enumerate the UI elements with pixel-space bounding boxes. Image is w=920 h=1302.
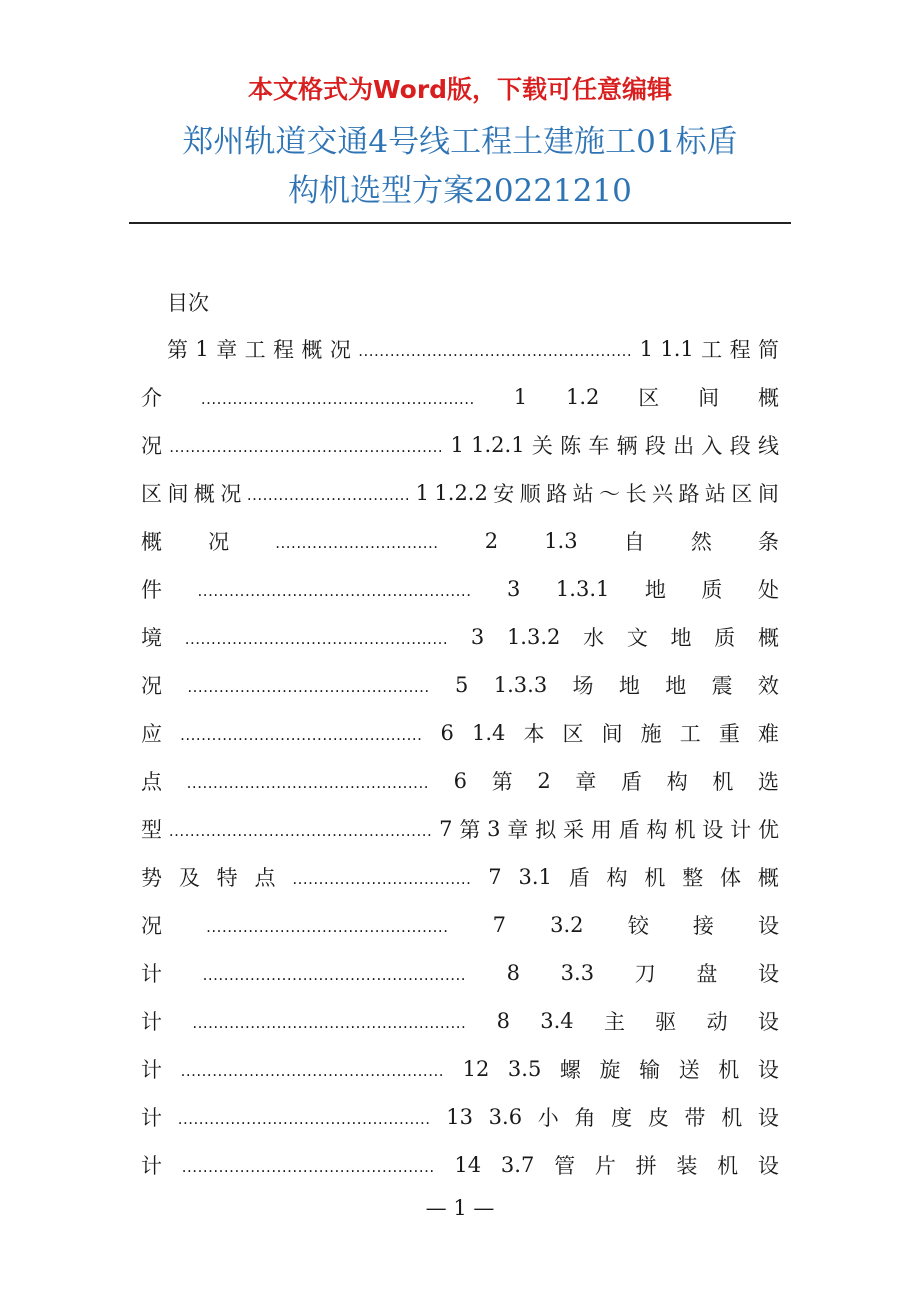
toc-text-segment: 第 <box>491 770 513 794</box>
toc-text-segment: 3.5 <box>507 1057 542 1081</box>
toc-text-segment: 盾 <box>621 770 643 794</box>
toc-text-segment: 1.2.1 <box>471 433 525 457</box>
toc-text-segment: 难 <box>757 722 779 746</box>
toc-text-segment: 3.4 <box>540 1009 574 1033</box>
toc-line <box>141 526 779 556</box>
toc-text-segment: 境 <box>141 626 162 650</box>
toc-text-segment: 站 <box>572 482 594 506</box>
toc-text-segment: 机 <box>712 770 734 794</box>
toc-text-segment: 3.3 <box>560 961 595 985</box>
toc-text-segment: 13 <box>446 1105 473 1129</box>
toc-leader: ............................... <box>246 486 411 504</box>
toc-line <box>167 334 779 364</box>
toc-text-segment: 计 <box>141 1010 162 1034</box>
toc-leader: .................................................. <box>202 966 467 984</box>
toc-leader: .................................. <box>292 870 472 888</box>
toc-text-segment: 兴 <box>652 482 674 506</box>
toc-text-segment: 送 <box>678 1058 700 1082</box>
toc-text-segment: 角 <box>574 1106 596 1130</box>
toc-text-segment: 采 <box>563 818 585 842</box>
toc-line <box>141 622 779 652</box>
toc-text-segment: 螺 <box>559 1058 581 1082</box>
toc-line <box>141 574 779 604</box>
title-line-2: 构机选型方案20221210 <box>288 173 632 209</box>
toc-text-segment: 1.3 <box>544 529 578 553</box>
toc-text-segment: 体 <box>720 866 742 890</box>
toc-text-segment: 间 <box>698 386 720 410</box>
toc-text-segment: 地 <box>618 674 640 698</box>
toc-text-segment: 工 <box>244 338 266 362</box>
toc-text-segment: 3.1 <box>518 865 552 889</box>
toc-text-segment: 段 <box>644 434 666 458</box>
toc-leader: .............................................. <box>187 678 430 696</box>
toc-text-segment: 带 <box>684 1106 706 1130</box>
toc-text-segment: 区 <box>562 722 584 746</box>
toc-text-segment: 路 <box>678 482 700 506</box>
toc-text-segment: 构 <box>606 866 628 890</box>
toc-text-segment: 段 <box>729 434 751 458</box>
toc-text-segment: 片 <box>594 1154 616 1178</box>
toc-line <box>141 670 779 700</box>
toc-text-segment: 自 <box>623 530 645 554</box>
toc-text-segment: 水 <box>583 626 605 650</box>
document-title <box>0 118 920 216</box>
toc-line <box>141 1150 779 1180</box>
toc-text-segment: 优 <box>757 818 779 842</box>
toc-text-segment: 介 <box>141 386 162 410</box>
toc-text-segment: 重 <box>718 722 740 746</box>
toc-text-segment: 3 <box>487 817 501 841</box>
toc-text-segment: 机 <box>718 1058 740 1082</box>
toc-line <box>141 718 779 748</box>
toc-text-segment: 1.3.2 <box>506 625 561 649</box>
toc-text-segment: 设 <box>757 1154 779 1178</box>
toc-text-segment: 刀 <box>634 962 656 986</box>
toc-text-segment: 动 <box>706 1010 728 1034</box>
toc-text-segment: 管 <box>554 1154 576 1178</box>
toc-text-segment: 概 <box>141 530 162 554</box>
toc-text-segment: 况 <box>141 434 162 458</box>
toc-text-segment: 1.4 <box>471 721 506 745</box>
toc-text-segment: 效 <box>757 674 779 698</box>
toc-text-segment: 章 <box>507 818 529 842</box>
toc-text-segment: 构 <box>646 818 668 842</box>
toc-text-segment: 简 <box>757 338 779 362</box>
toc-leader: ............................... <box>275 534 439 552</box>
toc-text-segment: 1 <box>513 385 528 409</box>
title-divider <box>129 222 791 224</box>
toc-text-segment: 条 <box>757 530 779 554</box>
toc-line <box>141 1006 779 1036</box>
toc-text-segment: 7 <box>488 865 502 889</box>
toc-text-segment: 计 <box>141 1106 162 1130</box>
toc-text-segment: 概 <box>757 386 779 410</box>
page-number: — 1 — <box>425 1196 495 1220</box>
toc-text-segment: 设 <box>757 914 779 938</box>
toc-text-segment: 度 <box>611 1106 633 1130</box>
toc-text-segment: 场 <box>572 674 594 698</box>
toc-text-segment: 间 <box>757 482 779 506</box>
toc-text-segment: 2 <box>484 529 499 553</box>
toc-text-segment: 第 <box>167 338 188 362</box>
toc-text-segment: 机 <box>721 1106 743 1130</box>
toc-leader: ................................................ <box>181 1158 435 1176</box>
toc-line <box>141 958 779 988</box>
toc-line <box>141 478 779 508</box>
toc-text-segment: 盘 <box>696 962 718 986</box>
toc-line <box>141 910 779 940</box>
toc-text-segment: 况 <box>220 482 242 506</box>
toc-line <box>141 1102 779 1132</box>
toc-text-segment: 小 <box>537 1106 559 1130</box>
toc-heading: 目次 <box>167 291 209 315</box>
toc-leader: .............................................. <box>180 726 423 744</box>
toc-text-segment: 8 <box>506 961 521 985</box>
toc-text-segment: 6 <box>453 769 468 793</box>
toc-text-segment: 及 <box>178 866 200 890</box>
toc-text-segment: 地 <box>670 626 692 650</box>
toc-text-segment: 站 <box>704 482 726 506</box>
toc-text-segment: 1 <box>195 337 209 361</box>
toc-text-segment: 铰 <box>627 914 649 938</box>
toc-leader: .................................................... <box>169 438 444 456</box>
toc-text-segment: 概 <box>757 626 779 650</box>
toc-text-segment: 质 <box>701 578 723 602</box>
toc-text-segment: 2 <box>537 769 551 793</box>
toc-text-segment: 关 <box>531 434 553 458</box>
toc-text-segment: 设 <box>757 1106 779 1130</box>
toc-text-segment: 1 <box>639 337 653 361</box>
toc-text-segment: 路 <box>546 482 568 506</box>
toc-leader: .............................................. <box>206 918 449 936</box>
toc-text-segment: 出 <box>673 434 695 458</box>
toc-text-segment: 文 <box>626 626 648 650</box>
toc-text-segment: 地 <box>644 578 666 602</box>
toc-text-segment: 皮 <box>647 1106 669 1130</box>
toc-text-segment: 区 <box>141 482 162 506</box>
toc-text-segment: 接 <box>692 914 714 938</box>
toc-text-segment: 1.1 <box>660 337 694 361</box>
toc-text-segment: 整 <box>682 866 704 890</box>
toc-text-segment: 章 <box>575 770 597 794</box>
toc-leader: .................................................... <box>200 390 475 408</box>
toc-text-segment: 陈 <box>560 434 582 458</box>
toc-text-segment: 顺 <box>519 482 541 506</box>
toc-text-segment: 势 <box>141 866 162 890</box>
toc-leader: .............................................. <box>186 774 429 792</box>
toc-text-segment: 点 <box>254 866 276 890</box>
toc-text-segment: 1.2.2 <box>434 481 488 505</box>
toc-text-segment: 3 <box>470 625 485 649</box>
toc-leader: .................................................. <box>184 630 449 648</box>
toc-text-segment: 12 <box>462 1057 490 1081</box>
toc-text-segment: 线 <box>757 434 779 458</box>
toc-text-segment: 然 <box>690 530 712 554</box>
toc-text-segment: 工 <box>679 722 701 746</box>
toc-line <box>141 814 779 844</box>
toc-text-segment: 区 <box>731 482 753 506</box>
toc-text-segment: 程 <box>273 338 294 362</box>
toc-text-segment: 概 <box>193 482 215 506</box>
toc-text-segment: 概 <box>757 866 779 890</box>
toc-text-segment: 1 <box>415 481 429 505</box>
toc-text-segment: 1.2 <box>565 385 600 409</box>
toc-text-segment: 1.3.3 <box>493 673 548 697</box>
toc-text-segment: 间 <box>601 722 623 746</box>
toc-text-segment: 计 <box>730 818 752 842</box>
toc-text-segment: 章 <box>216 338 238 362</box>
toc-text-segment: 程 <box>729 338 751 362</box>
toc-text-segment: 工 <box>701 338 723 362</box>
toc-line <box>141 766 779 796</box>
toc-text-segment: 拼 <box>635 1154 657 1178</box>
toc-text-segment: 3.2 <box>550 913 584 937</box>
toc-text-segment: 旋 <box>599 1058 621 1082</box>
toc-text-segment: 拟 <box>535 818 557 842</box>
toc-text-segment: 入 <box>701 434 723 458</box>
toc-text-segment: 况 <box>208 530 230 554</box>
toc-text-segment: 装 <box>676 1154 698 1178</box>
toc-text-segment: 辆 <box>616 434 638 458</box>
toc-text-segment: 安 <box>493 482 515 506</box>
toc-text-segment: 施 <box>640 722 662 746</box>
toc-text-segment: 质 <box>714 626 736 650</box>
toc-text-segment: 选 <box>758 770 779 794</box>
toc-text-segment: 第 <box>459 818 481 842</box>
toc-leader: ................................................ <box>177 1110 431 1128</box>
toc-text-segment: 驱 <box>655 1010 677 1034</box>
toc-text-segment: 机 <box>644 866 666 890</box>
toc-line <box>141 862 779 892</box>
toc-line <box>141 430 779 460</box>
toc-text-segment: 3.6 <box>488 1105 523 1129</box>
toc-text-segment: 8 <box>496 1009 510 1033</box>
toc-text-segment: 用 <box>590 818 612 842</box>
title-line-1: 郑州轨道交通4号线工程土建施工01标盾 <box>182 124 738 160</box>
toc-text-segment: 3.7 <box>500 1153 535 1177</box>
toc-text-segment: 应 <box>141 722 162 746</box>
toc-text-segment: 输 <box>639 1058 661 1082</box>
toc-text-segment: 6 <box>440 721 454 745</box>
toc-text-segment: ～ <box>599 482 621 506</box>
toc-text-segment: 盾 <box>618 818 640 842</box>
toc-text-segment: 构 <box>666 770 688 794</box>
toc-text-segment: 处 <box>757 578 779 602</box>
toc-leader: .................................................... <box>358 342 633 360</box>
toc-line <box>141 1054 779 1084</box>
toc-text-segment: 况 <box>141 914 162 938</box>
toc-leader: .................................................... <box>197 582 472 600</box>
toc-text-segment: 特 <box>216 866 238 890</box>
toc-text-segment: 计 <box>141 1058 162 1082</box>
toc-text-segment: 1.3.1 <box>555 577 610 601</box>
toc-text-segment: 地 <box>665 674 687 698</box>
toc-text-segment: 设 <box>757 1058 779 1082</box>
toc-text-segment: 震 <box>711 674 733 698</box>
toc-text-segment: 3 <box>507 577 521 601</box>
toc-text-segment: 计 <box>141 1154 162 1178</box>
toc-text-segment: 主 <box>603 1010 625 1034</box>
toc-text-segment: 件 <box>141 578 162 602</box>
toc-text-segment: 点 <box>141 770 162 794</box>
toc-text-segment: 机 <box>674 818 696 842</box>
toc-text-segment: 型 <box>141 818 162 842</box>
toc-text-segment: 概 <box>301 338 323 362</box>
toc-leader: .................................................... <box>192 1014 467 1032</box>
toc-text-segment: 1 <box>450 433 464 457</box>
toc-text-segment: 况 <box>329 338 351 362</box>
toc-text-segment: 本 <box>523 722 545 746</box>
toc-text-segment: 况 <box>141 674 162 698</box>
toc-text-segment: 长 <box>625 482 647 506</box>
toc-text-segment: 7 <box>492 913 506 937</box>
toc-text-segment: 14 <box>454 1153 482 1177</box>
toc-text-segment: 车 <box>588 434 610 458</box>
toc-leader: .................................................. <box>168 822 433 840</box>
toc-text-segment: 间 <box>167 482 189 506</box>
toc-text-segment: 设 <box>702 818 724 842</box>
toc-text-segment: 5 <box>455 673 469 697</box>
toc-text-segment: 设 <box>757 962 779 986</box>
toc-text-segment: 区 <box>638 386 660 410</box>
toc-text-segment: 7 <box>439 817 453 841</box>
toc-text-segment: 设 <box>757 1010 779 1034</box>
document-banner: 本文格式为Word版，下载可任意编辑 <box>247 75 673 104</box>
toc-text-segment: 计 <box>141 962 162 986</box>
toc-text-segment: 盾 <box>568 866 590 890</box>
toc-line <box>141 382 779 412</box>
toc-leader: .................................................. <box>180 1062 444 1080</box>
toc-text-segment: 机 <box>717 1154 739 1178</box>
